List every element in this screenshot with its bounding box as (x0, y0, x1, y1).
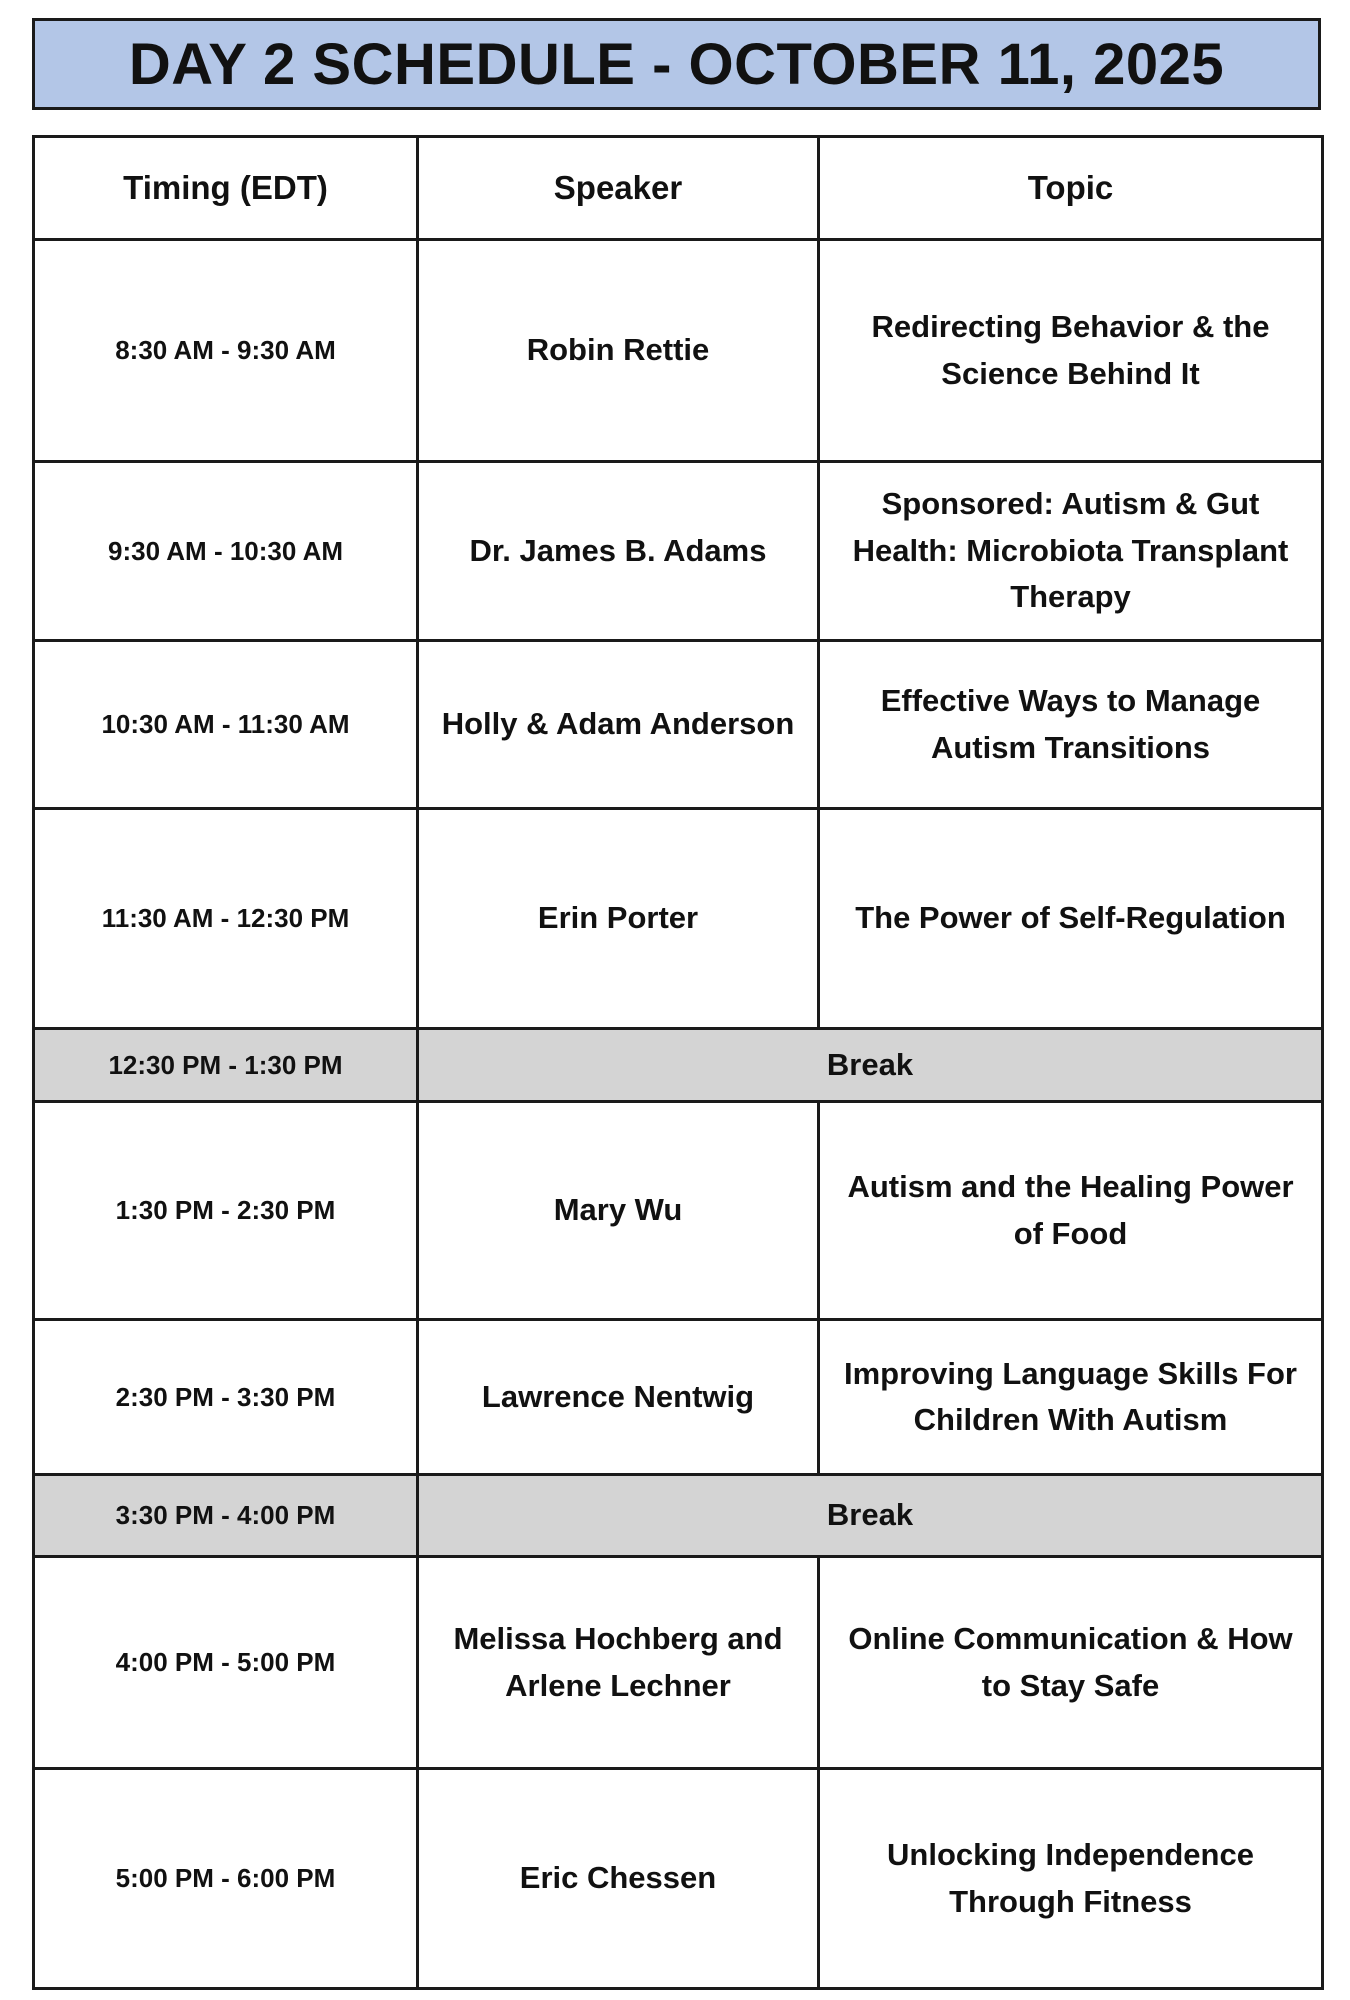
header-row (34, 137, 1323, 240)
break-label: Break (418, 1029, 1323, 1102)
session-topic: Autism and the Healing Power of Food (819, 1102, 1323, 1320)
session-topic: The Power of Self-Regulation (819, 809, 1323, 1029)
break-row (34, 1029, 1323, 1102)
break-time: 12:30 PM - 1:30 PM (34, 1029, 418, 1102)
break-time: 3:30 PM - 4:00 PM (34, 1475, 418, 1557)
session-row (34, 1557, 1323, 1769)
session-speaker: Eric Chessen (418, 1769, 819, 1989)
session-speaker: Holly & Adam Anderson (418, 641, 819, 809)
column-header-topic: Topic (819, 137, 1323, 240)
session-topic: Unlocking Independence Through Fitness (819, 1769, 1323, 1989)
session-time: 10:30 AM - 11:30 AM (34, 641, 418, 809)
session-speaker: Robin Rettie (418, 240, 819, 462)
schedule-title: DAY 2 SCHEDULE - OCTOBER 11, 2025 (128, 31, 1225, 97)
session-speaker: Erin Porter (418, 809, 819, 1029)
session-speaker: Mary Wu (418, 1102, 819, 1320)
session-time: 1:30 PM - 2:30 PM (34, 1102, 418, 1320)
break-label: Break (418, 1475, 1323, 1557)
session-row (34, 1102, 1323, 1320)
session-time: 2:30 PM - 3:30 PM (34, 1320, 418, 1475)
session-row (34, 462, 1323, 641)
session-topic: Redirecting Behavior & the Science Behind It (819, 240, 1323, 462)
session-row (34, 240, 1323, 462)
break-row (34, 1475, 1323, 1557)
column-header-speaker: Speaker (418, 137, 819, 240)
session-row (34, 641, 1323, 809)
session-speaker: Lawrence Nentwig (418, 1320, 819, 1475)
session-topic: Improving Language Skills For Children With Autism (819, 1320, 1323, 1475)
session-row (34, 1320, 1323, 1475)
session-time: 8:30 AM - 9:30 AM (34, 240, 418, 462)
session-time: 5:00 PM - 6:00 PM (34, 1769, 418, 1989)
session-topic: Sponsored: Autism & Gut Health: Microbiota Transplant Therapy (819, 462, 1323, 641)
session-time: 4:00 PM - 5:00 PM (34, 1557, 418, 1769)
session-topic: Online Communication & How to Stay Safe (819, 1557, 1323, 1769)
session-time: 11:30 AM - 12:30 PM (34, 809, 418, 1029)
schedule-table (32, 135, 1324, 1990)
session-time: 9:30 AM - 10:30 AM (34, 462, 418, 641)
schedule-title-banner (32, 18, 1321, 110)
column-header-timing: Timing (EDT) (34, 137, 418, 240)
session-topic: Effective Ways to Manage Autism Transitions (819, 641, 1323, 809)
session-row (34, 809, 1323, 1029)
session-row (34, 1769, 1323, 1989)
session-speaker: Melissa Hochberg and Arlene Lechner (418, 1557, 819, 1769)
session-speaker: Dr. James B. Adams (418, 462, 819, 641)
